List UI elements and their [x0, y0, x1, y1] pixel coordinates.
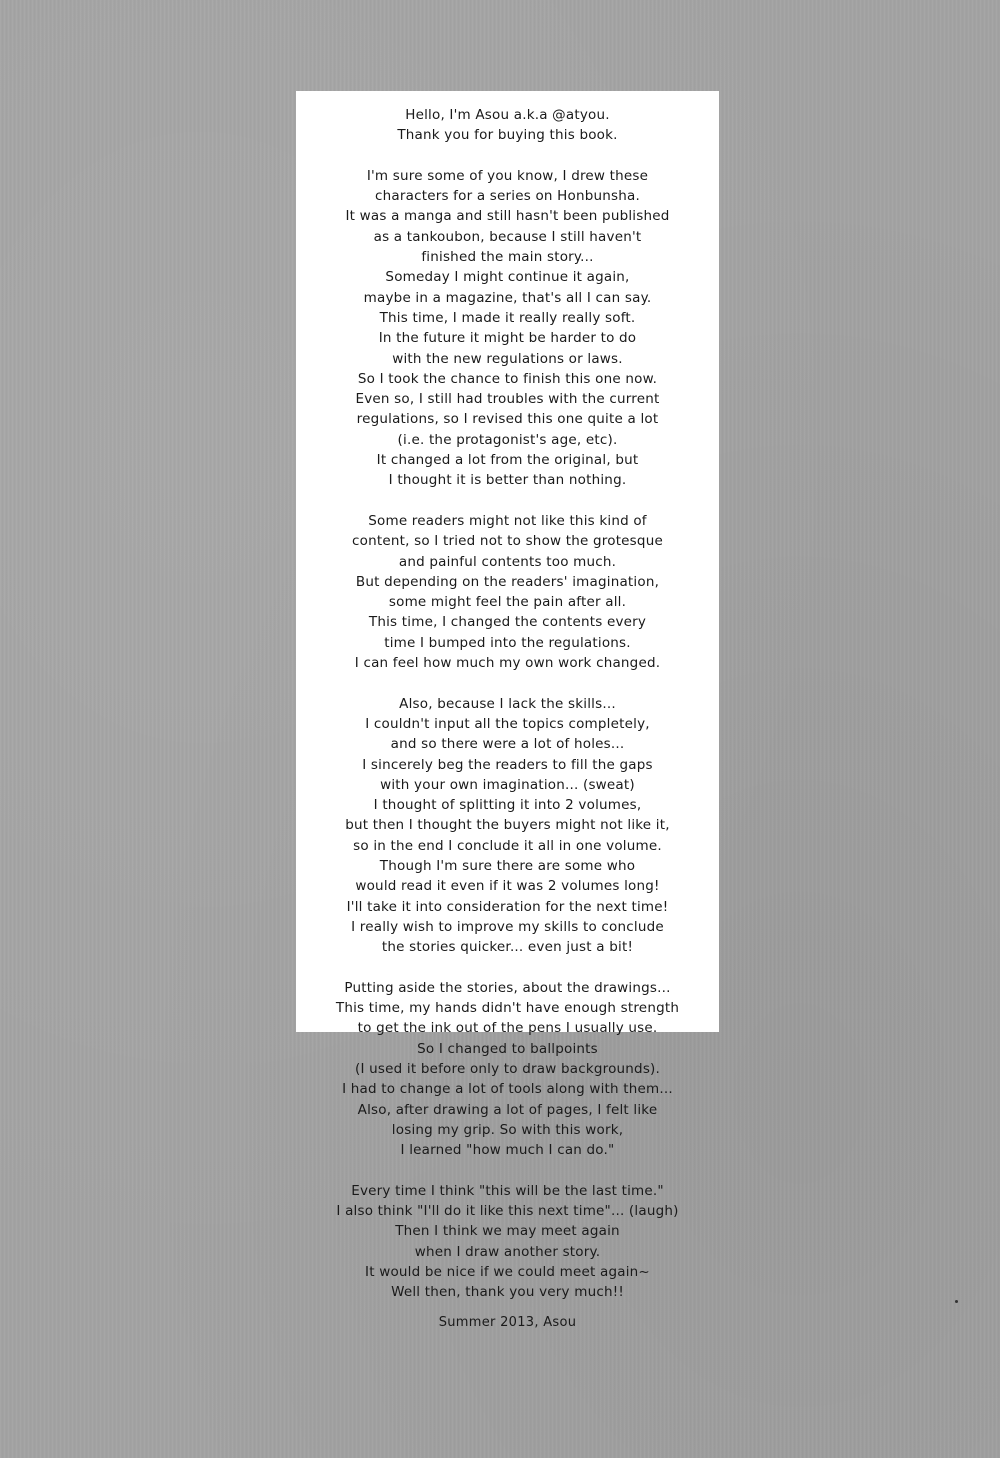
text-line: I'm sure some of you know, I drew these [366, 167, 649, 184]
paper-speck [955, 1300, 958, 1303]
text-line: Some readers might not like this kind of [368, 512, 647, 529]
text-line: (i.e. the protagonist's age, etc). [397, 431, 618, 448]
text-line: This time, my hands didn't have enough strength [335, 1000, 680, 1017]
text-line: Also, after drawing a lot of pages, I felt like [357, 1101, 658, 1118]
signature: Summer 2013, Asou [438, 1314, 577, 1330]
text-line: I couldn't input all the topics completely, [365, 715, 650, 732]
text-line: I learned "how much I can do." [400, 1142, 615, 1159]
paragraph-gap [296, 491, 719, 511]
afterword-note [296, 91, 719, 1330]
text-line: but then I thought the buyers might not like it, [345, 817, 670, 834]
paragraph-skills [296, 694, 719, 958]
text-line: But depending on the readers' imagination, [355, 573, 660, 590]
text-line: with your own imagination... (sweat) [380, 776, 635, 793]
paragraph-gap [296, 957, 719, 977]
text-line: some might feel the pain after all. [388, 594, 627, 611]
text-line: So I took the chance to finish this one now. [357, 370, 658, 387]
text-line: Someday I might continue it again, [385, 269, 630, 286]
text-line: (I used it before only to draw backgrounds). [354, 1060, 661, 1077]
text-line: Even so, I still had troubles with the current [355, 391, 660, 408]
paragraph-content-warning [296, 511, 719, 673]
text-line: This time, I made it really really soft. [379, 309, 636, 326]
text-line: Also, because I lack the skills... [399, 695, 616, 712]
text-line: Hello, I'm Asou a.k.a @atyou. [405, 107, 610, 123]
text-line: Every time I think "this will be the last time." [351, 1182, 664, 1199]
paragraph-gap [296, 146, 719, 166]
text-line: I thought of splitting it into 2 volumes, [373, 797, 642, 814]
paragraph-gap [296, 673, 719, 693]
text-line: so in the end I conclude it all in one volume. [353, 837, 662, 854]
text-line: Putting aside the stories, about the drawings... [344, 979, 671, 996]
text-line: and painful contents too much. [398, 553, 617, 570]
text-line: I thought it is better than nothing. [388, 472, 627, 489]
paragraph-drawings [296, 978, 719, 1161]
text-line: I had to change a lot of tools along with them... [342, 1081, 673, 1098]
text-line: regulations, so I revised this one quite a lot [356, 411, 659, 428]
text-line: time I bumped into the regulations. [384, 634, 631, 651]
text-line: I really wish to improve my skills to conclude [351, 918, 664, 935]
text-line: In the future it might be harder to do [378, 330, 637, 347]
text-line: Then I think we may meet again [395, 1223, 620, 1240]
text-line: I can feel how much my own work changed. [354, 655, 661, 672]
paragraph-gap [296, 1160, 719, 1180]
text-line: and so there were a lot of holes... [390, 736, 625, 753]
text-line: with the new regulations or laws. [392, 350, 623, 367]
text-line: This time, I changed the contents every [368, 614, 647, 631]
text-line: maybe in a magazine, that's all I can say. [363, 289, 652, 306]
paragraph-series-history [296, 166, 719, 491]
text-line: to get the ink out of the pens I usually use. [357, 1020, 658, 1037]
text-line: I also think "I'll do it like this next time"... (laugh) [336, 1203, 679, 1220]
text-line: finished the main story... [421, 249, 594, 266]
text-line: as a tankoubon, because I still haven't [373, 228, 642, 245]
text-line: So I changed to ballpoints [417, 1040, 598, 1057]
text-line: when I draw another story. [414, 1243, 601, 1260]
text-line: It was a manga and still hasn't been published [345, 208, 670, 225]
text-line: Well then, thank you very much!! [391, 1284, 624, 1301]
text-line: losing my grip. So with this work, [391, 1121, 624, 1138]
text-line: Though I'm sure there are some who [379, 857, 636, 874]
text-line: would read it even if it was 2 volumes long! [355, 878, 660, 895]
text-line: content, so I tried not to show the grotesque [352, 533, 663, 550]
text-line: I'll take it into consideration for the next time! [346, 898, 669, 915]
text-line: the stories quicker... even just a bit! [381, 939, 634, 956]
text-line: It would be nice if we could meet again~ [365, 1263, 650, 1280]
paragraph-farewell [296, 1181, 719, 1303]
text-line: I sincerely beg the readers to fill the gaps [362, 756, 653, 773]
text-line: characters for a series on Honbunsha. [375, 188, 640, 205]
text-line: Thank you for buying this book. [397, 127, 618, 144]
text-line: It changed a lot from the original, but [376, 452, 639, 469]
paragraph-greeting [296, 105, 719, 146]
